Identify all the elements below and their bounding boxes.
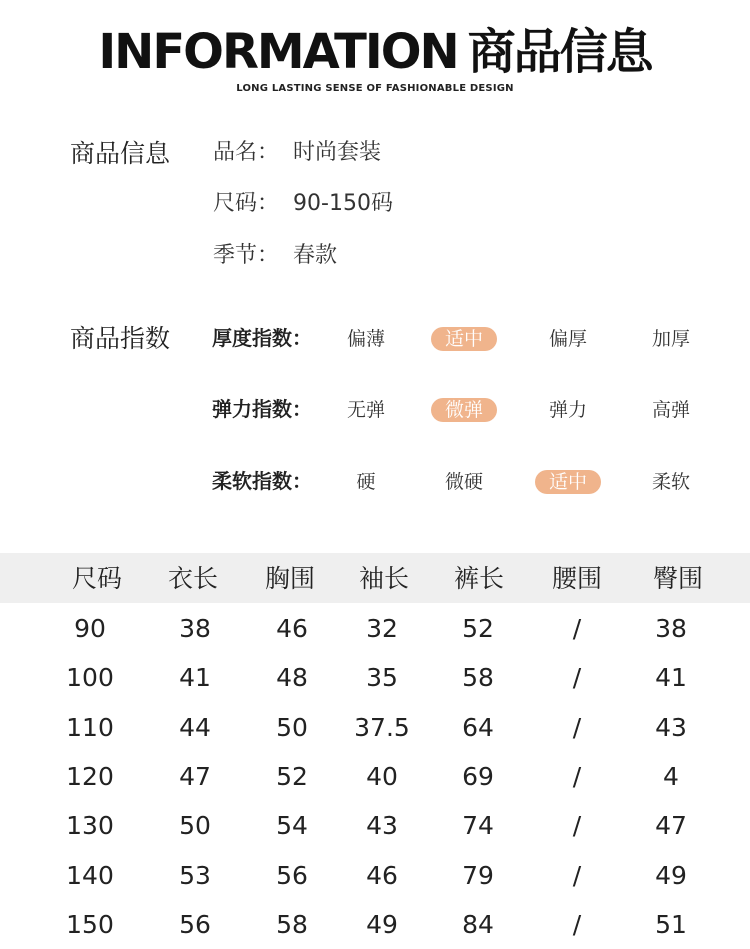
table-cell: 46 xyxy=(276,614,308,643)
index-name: 柔软指数： xyxy=(212,469,312,493)
index-option: 微弹 xyxy=(431,398,497,422)
table-cell: 41 xyxy=(655,663,687,692)
table-cell: / xyxy=(572,663,582,692)
index-option: 弹力 xyxy=(548,399,587,421)
table-row xyxy=(0,759,750,799)
column-header: 臀围 xyxy=(652,564,703,593)
table-cell: 49 xyxy=(366,910,398,939)
table-cell: 130 xyxy=(66,811,114,840)
index-name: 厚度指数： xyxy=(212,326,312,350)
table-cell: 52 xyxy=(462,614,494,643)
index-row-elasticity xyxy=(0,392,750,426)
column-header: 袖长 xyxy=(358,564,409,593)
table-cell: 110 xyxy=(66,713,114,742)
table-cell: / xyxy=(572,762,582,791)
index-option: 柔软 xyxy=(651,471,690,493)
table-cell: / xyxy=(572,861,582,890)
info-value: 时尚套装 xyxy=(293,140,382,165)
table-cell: 44 xyxy=(179,713,211,742)
table-row xyxy=(0,907,750,947)
table-cell: 43 xyxy=(366,811,398,840)
index-name: 弹力指数： xyxy=(212,397,312,421)
column-header: 胸围 xyxy=(264,564,315,593)
info-value: 90-150码 xyxy=(293,191,393,216)
info-line-name xyxy=(213,138,381,168)
size-table-header xyxy=(0,553,750,603)
table-cell: 56 xyxy=(179,910,211,939)
table-cell: 90 xyxy=(74,614,106,643)
table-cell: 46 xyxy=(366,861,398,890)
table-cell: / xyxy=(572,811,582,840)
index-option: 适中 xyxy=(535,470,601,494)
table-row xyxy=(0,858,750,898)
table-cell: 58 xyxy=(462,663,494,692)
table-cell: 47 xyxy=(179,762,211,791)
table-cell: / xyxy=(572,910,582,939)
table-cell: 41 xyxy=(179,663,211,692)
column-header: 尺码 xyxy=(71,564,122,593)
table-cell: 64 xyxy=(462,713,494,742)
indices-label: 商品指数 xyxy=(70,324,171,353)
column-header: 裤长 xyxy=(453,564,504,593)
table-row xyxy=(0,611,750,651)
table-cell: 37.5 xyxy=(354,713,410,742)
index-option: 硬 xyxy=(356,471,376,493)
info-line-season xyxy=(213,241,337,271)
table-cell: 56 xyxy=(276,861,308,890)
index-option: 无弹 xyxy=(346,399,385,421)
info-key: 季节： xyxy=(213,243,280,268)
page-subtitle: LONG LASTING SENSE OF FASHIONABLE DESIGN xyxy=(236,83,514,94)
info-key: 品名： xyxy=(213,140,280,165)
table-cell: 38 xyxy=(655,614,687,643)
index-row-thickness xyxy=(0,321,750,355)
title-chinese: 商品信息 xyxy=(467,24,652,80)
table-row xyxy=(0,710,750,750)
table-cell: 74 xyxy=(462,811,494,840)
table-cell: 32 xyxy=(366,614,398,643)
index-option: 微硬 xyxy=(444,471,483,493)
table-cell: / xyxy=(572,713,582,742)
table-cell: 38 xyxy=(179,614,211,643)
info-line-size xyxy=(213,189,393,219)
table-cell: 84 xyxy=(462,910,494,939)
column-header: 腰围 xyxy=(551,564,602,593)
table-cell: 54 xyxy=(276,811,308,840)
page-title xyxy=(0,22,750,82)
index-option: 偏薄 xyxy=(346,328,385,350)
index-option: 高弹 xyxy=(651,399,690,421)
table-cell: 58 xyxy=(276,910,308,939)
table-cell: 53 xyxy=(179,861,211,890)
product-info-label: 商品信息 xyxy=(70,139,171,168)
table-cell: 150 xyxy=(66,910,114,939)
index-option: 偏厚 xyxy=(548,328,587,350)
table-cell: 52 xyxy=(276,762,308,791)
table-row xyxy=(0,808,750,848)
info-key: 尺码： xyxy=(213,191,280,216)
table-cell: 48 xyxy=(276,663,308,692)
table-cell: 51 xyxy=(655,910,687,939)
table-cell: 40 xyxy=(366,762,398,791)
table-cell: 100 xyxy=(66,663,114,692)
column-header: 衣长 xyxy=(167,564,218,593)
table-cell: 43 xyxy=(655,713,687,742)
table-cell: 49 xyxy=(655,861,687,890)
index-option: 加厚 xyxy=(651,328,690,350)
info-value: 春款 xyxy=(293,243,338,268)
table-cell: 47 xyxy=(655,811,687,840)
table-cell: 120 xyxy=(66,762,114,791)
table-cell: 69 xyxy=(462,762,494,791)
table-cell: 35 xyxy=(366,663,398,692)
table-cell: 50 xyxy=(276,713,308,742)
index-option: 适中 xyxy=(431,327,497,351)
table-row xyxy=(0,660,750,700)
table-cell: 50 xyxy=(179,811,211,840)
table-cell: 79 xyxy=(462,861,494,890)
table-cell: / xyxy=(572,614,582,643)
title-english: INFORMATION xyxy=(98,24,458,80)
table-cell: 4 xyxy=(663,762,679,791)
index-row-softness xyxy=(0,464,750,498)
table-cell: 140 xyxy=(66,861,114,890)
